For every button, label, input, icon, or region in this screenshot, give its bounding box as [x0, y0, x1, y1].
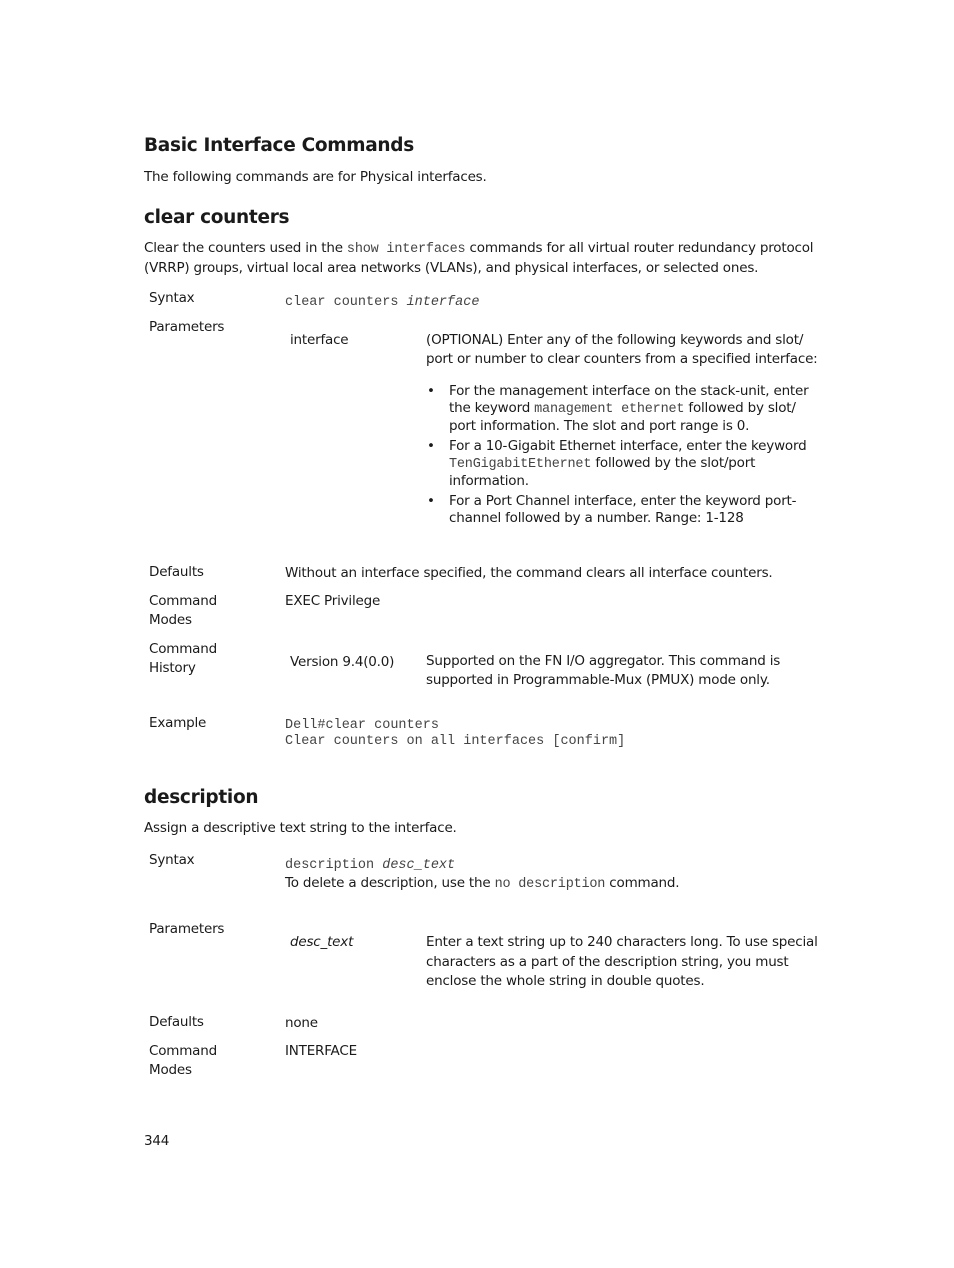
history-desc-line1: Supported on the FN I/O aggregator. This command is: [426, 653, 781, 669]
desc-param-line2: characters as a part of the description string, you must: [426, 953, 789, 970]
history-version: Version 9.4(0.0): [290, 654, 395, 670]
syntax-arg: interface: [406, 295, 480, 310]
example-code-block: [285, 718, 625, 750]
bullet-icon: •: [427, 493, 435, 509]
desc-syntax-arg: desc_text: [382, 858, 456, 873]
desc-modes-label-line1: Command: [149, 1043, 217, 1059]
intro-code: show interfaces: [346, 242, 466, 257]
bullet2-line1: For a 10-Gigabit Ethernet interface, enter the keyword: [449, 438, 807, 454]
command-modes-text: EXEC Privilege: [285, 593, 381, 609]
example-label: Example: [149, 715, 207, 731]
page-number: 344: [144, 1133, 170, 1149]
desc-command-modes-label: [149, 1042, 217, 1080]
bullet1-line3: port information. The slot and port range is 0.: [449, 418, 750, 434]
bullet1-line2a: the keyword: [449, 399, 535, 416]
bullet-item-portchannel: [427, 493, 797, 526]
desc-defaults-text: none: [285, 1015, 318, 1031]
desc-parameters-label: Parameters: [149, 921, 225, 937]
section-intro: The following commands are for Physical interfaces.: [144, 169, 487, 185]
history-description: [426, 652, 780, 690]
bullet-item-tengig: [427, 438, 807, 490]
param-desc-line2: port or number to clear counters from a specified interface:: [426, 351, 818, 367]
desc-syntax-label: Syntax: [149, 852, 195, 868]
history-label-line2: History: [149, 660, 196, 676]
clear-counters-intro: [144, 239, 844, 277]
syntax-command: [285, 290, 479, 310]
bullet2-line3: information.: [449, 473, 529, 489]
delete-text-a: To delete a description, use the: [285, 875, 495, 891]
command-modes-label: [149, 592, 217, 630]
example-line1: Dell#clear counters: [285, 718, 439, 733]
bullet2-line2b: followed by the slot/port: [591, 454, 756, 471]
param-desc-desc-text: [426, 933, 818, 992]
section-title: Basic Interface Commands: [144, 135, 414, 156]
bullet1-line1: For the management interface on the stack-unit, enter: [449, 383, 809, 399]
description-title: description: [144, 787, 259, 808]
bullet3-line2: channel followed by a number. Range: 1-128: [449, 509, 744, 526]
desc-syntax-cmd: description: [285, 858, 383, 873]
syntax-label: Syntax: [149, 290, 195, 306]
bullet1-line2b: followed by slot/: [684, 399, 796, 416]
defaults-text: Without an interface specified, the command clears all interface counters.: [285, 565, 773, 581]
desc-delete-note: [285, 874, 679, 894]
bullet2-code: TenGigabitEthernet: [449, 456, 592, 472]
intro-text-a: Clear the counters used in the: [144, 240, 347, 256]
description-intro: Assign a descriptive text string to the interface.: [144, 820, 457, 836]
history-label-line1: Command: [149, 641, 217, 657]
command-history-label: [149, 640, 217, 678]
intro-text-b: commands for all virtual router redundancy protocol: [465, 240, 814, 256]
parameters-label: Parameters: [149, 319, 225, 335]
desc-defaults-label: Defaults: [149, 1014, 204, 1030]
desc-param-line3: enclose the whole string in double quotes.: [426, 973, 705, 989]
bullet-item-management: [427, 383, 809, 435]
syntax-cmd: clear counters: [285, 295, 407, 310]
bullet3-line1: For a Port Channel interface, enter the keyword port-: [449, 493, 797, 509]
delete-text-b: command.: [605, 875, 680, 891]
desc-modes-label-line2: Modes: [149, 1062, 192, 1078]
desc-syntax-command: [285, 853, 455, 873]
bullet1-code: management ethernet: [534, 401, 685, 417]
bullet-icon: •: [427, 383, 435, 399]
modes-label-line2: Modes: [149, 612, 192, 628]
bullet-icon: •: [427, 438, 435, 454]
desc-param-line1: Enter a text string up to 240 characters long. To use special: [426, 934, 818, 950]
intro-line2: (VRRP) groups, virtual local area networks (VLANs), and physical interfaces, or selected ones.: [144, 260, 759, 276]
example-line2: Clear counters on all interfaces [confirm]: [285, 734, 626, 749]
desc-command-modes-text: INTERFACE: [285, 1043, 357, 1059]
param-desc-interface: [426, 331, 818, 369]
clear-counters-title: clear counters: [144, 207, 290, 228]
param-desc-line1: (OPTIONAL) Enter any of the following keywords and slot/: [426, 332, 804, 348]
history-desc-line2: supported in Programmable-Mux (PMUX) mode only.: [426, 672, 770, 688]
param-name-desc-text: desc_text: [290, 934, 354, 950]
param-name-interface: interface: [290, 332, 349, 348]
defaults-label: Defaults: [149, 564, 204, 580]
modes-label-line1: Command: [149, 593, 217, 609]
delete-code: no description: [494, 877, 606, 892]
